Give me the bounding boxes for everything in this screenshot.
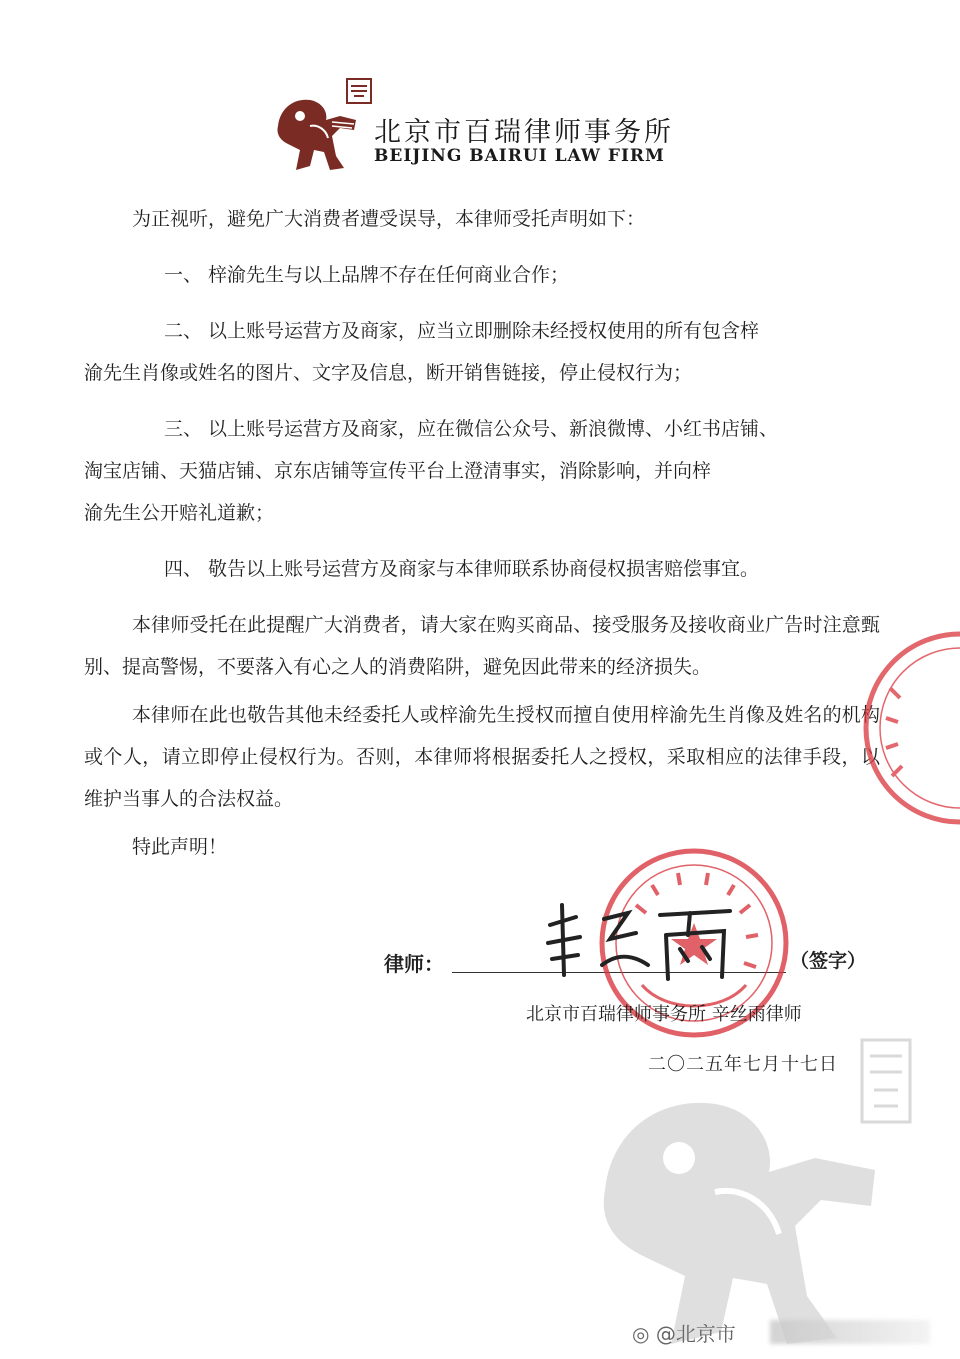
warning-paragraph: 本律师在此也敬告其他未经委托人或梓渝先生授权而擅自使用梓渝先生肖像及姓名的机构或个人，请立即停止侵权行为。否则，本律师将根据委托人之授权，采取相应的法律手段，以维护当事人的合法权益。 <box>84 704 880 810</box>
lawyer-label: 律师： <box>384 952 444 976</box>
handwritten-signature-icon <box>540 895 740 985</box>
consumer-paragraph: 本律师受托在此提醒广大消费者，请大家在购买商品、接受服务及接收商业广告时注意甄别、提高警惕，不要落入有心之人的消费陷阱，避免因此带来的经济损失。 <box>84 614 880 678</box>
weibo-watermark <box>632 1318 736 1347</box>
firm-name-cn: 北京市百瑞律师事务所 <box>374 117 674 148</box>
letterhead <box>270 78 690 178</box>
statement-body <box>84 198 880 868</box>
firm-name-en: BEIJING BAIRUI LAW FIRM <box>374 146 665 166</box>
list-item: 一、 梓渝先生与以上品牌不存在任何商业合作； <box>164 264 570 286</box>
list-item: 四、 敬告以上账号运营方及商家与本律师联系协商侵权损害赔偿事宜。 <box>164 558 760 580</box>
signature-date: 二〇二五年七月十七日 <box>648 1054 838 1075</box>
firm-seal-mini-icon <box>346 78 372 104</box>
list-item-continuation: 淘宝店铺、天猫店铺、京东店铺等宣传平台上澄清事实，消除影响，并向梓 <box>84 460 712 482</box>
list-item: 三、 以上账号运营方及商家，应在微信公众号、新浪微博、小红书店铺、 <box>164 418 779 440</box>
signature-note: （签字） <box>790 950 867 972</box>
signature-organization: 北京市百瑞律师事务所 辛丝雨律师 <box>526 1004 802 1025</box>
list-item-continuation: 渝先生肖像或姓名的图片、文字及信息，断开销售链接，停止侵权行为； <box>84 362 693 384</box>
closing-line: 特此声明！ <box>132 836 228 858</box>
intro-paragraph: 为正视听，避免广大消费者遭受误导，本律师受托声明如下： <box>132 208 646 230</box>
edge-stamp-icon <box>860 628 960 828</box>
weibo-handle: @北京市 <box>655 1322 736 1346</box>
list-item-continuation: 渝先生公开赔礼道歉； <box>84 502 275 524</box>
blurred-region <box>770 1320 930 1344</box>
watermark-seal-icon <box>860 1038 912 1124</box>
list-item: 二、 以上账号运营方及商家，应当立即删除未经授权使用的所有包含梓 <box>164 320 760 342</box>
weibo-icon: ◎ <box>632 1322 650 1346</box>
